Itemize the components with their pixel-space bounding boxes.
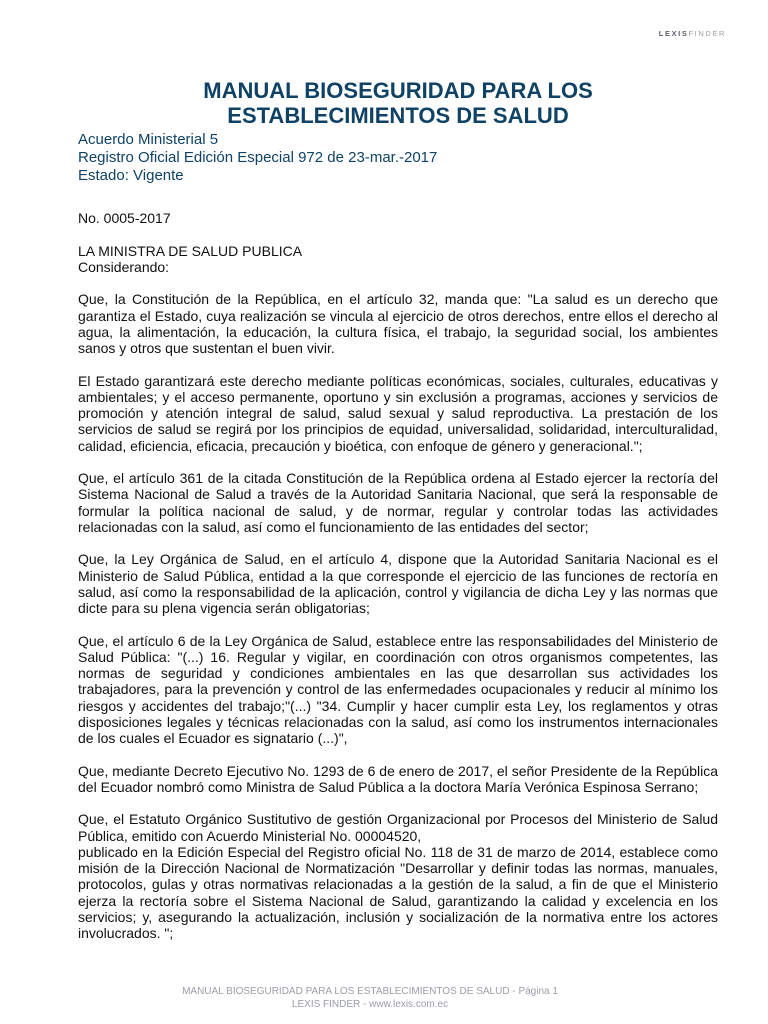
ministra-heading: LA MINISTRA DE SALUD PUBLICA [78,242,303,259]
paragraph-7 [78,811,718,941]
meta-estado: Estado: Vigente [78,167,184,184]
paragraph-1: Que, la Constitución de la República, en el artículo 32, manda que: "La salud es un derecho que garantiza el Estado, cuya realización se vincula al ejercicio de otros derechos, entre ellos el derecho al agua, la alimentación, la educación, la cultura física, el trabajo, la seguridad social, los ambientes sanos y otros que sustentan el buen vivir. [78,291,718,356]
document-meta [78,131,437,185]
document-number: No. 0005-2017 [78,210,171,226]
ministra-block [78,243,718,276]
brand-logo-part2: FINDER [688,29,726,38]
document-title-line1: MANUAL BIOSEGURIDAD PARA LOS [203,78,593,103]
paragraph-4: Que, la Ley Orgánica de Salud, en el artículo 4, dispone que la Autoridad Sanitaria Nacional es el Ministerio de Salud Pública, entidad a la que corresponde el ejercicio de las funciones de rectoría en salud, así como la responsabilidad de la aplicación, control y vigilancia de dicha Ley y las normas que dicte para su plena vigencia serán obligatorias; [78,551,718,616]
document-body [78,210,718,958]
footer-page-label: MANUAL BIOSEGURIDAD PARA LOS ESTABLECIMIENTOS DE SALUD - Página 1 [182,986,558,997]
paragraph-7-part-b: publicado en la Edición Especial del Registro oficial No. 118 de 31 de marzo de 2014, establece como misión de la Dirección Nacional de Normatización "Desarrollar y definir todas las normas, manuales, protocolos, gulas y otras normativas relacionadas a la gestión de la salud, a fin de que el Ministerio ejerza la rectoría sobre el Sistema Nacional de Salud, garantizando la calidad y excelencia en los servicios; y, asegurando la actualización, inclusión y socialización de la normativa entre los actores involucrados. "; [78,843,718,941]
meta-registro: Registro Oficial Edición Especial 972 de 23-mar.-2017 [78,149,438,166]
paragraph-6: Que, mediante Decreto Ejecutivo No. 1293 de 6 de enero de 2017, el señor Presidente de la República del Ecuador nombró como Ministra de Salud Pública a la doctora María Verónica Espinosa Serrano; [78,762,718,795]
brand-logo [659,29,726,38]
considerando-heading: Considerando: [78,258,170,275]
paragraph-2: El Estado garantizará este derecho mediante políticas económicas, sociales, culturales, educativas y ambientales; y el acceso permanente, oportuno y sin exclusión a programas, acciones y servicios de promoción y atención integral de salud, salud sexual y salud reproductiva. La prestación de los servicios de salud se regirá por los principios de equidad, universalidad, solidaridad, interculturalidad, calidad, eficiencia, eficacia, precaución y bioética, con enfoque de género y generacional."; [78,372,718,454]
document-title [0,78,768,128]
paragraph-7-part-a: Que, el Estatuto Orgánico Sustitutivo de gestión Organizacional por Procesos del Ministerio de Salud Pública, emitido con Acuerdo Ministerial No. 00004520, [78,811,718,844]
document-title-line2: ESTABLECIMIENTOS DE SALUD [227,103,569,128]
paragraph-3: Que, el artículo 361 de la citada Constitución de la República ordena al Estado ejercer la rectoría del Sistema Nacional de Salud a través de la Autoridad Sanitaria Nacional, que será la responsable de formular la política nacional de salud, y de normar, regular y controlar todas las actividades relacionadas con la salud, así como el funcionamiento de las entidades del sector; [78,470,718,535]
brand-logo-part1: LEXIS [658,29,689,38]
page-footer [0,985,740,1011]
footer-site-label: LEXIS FINDER - www.lexis.com.ec [291,999,449,1010]
meta-acuerdo: Acuerdo Ministerial 5 [78,131,219,148]
paragraph-5: Que, el artículo 6 de la Ley Orgánica de Salud, establece entre las responsabilidades del Ministerio de Salud Pública: "(...) 16. Regular y vigilar, en coordinación con otros organismos competentes, las normas de seguridad y condiciones ambientales en las que desarrollan sus actividades los trabajadores, para la prevención y control de las enfermedades ocupacionales y reducir al mínimo los riesgos y accidentes del trabajo;"(...) "34. Cumplir y hacer cumplir esta Ley, los reglamentos y otras disposiciones legales y técnicas relacionadas con la salud, así como los instrumentos internacionales de los cuales el Ecuador es signatario (...)", [78,632,718,746]
